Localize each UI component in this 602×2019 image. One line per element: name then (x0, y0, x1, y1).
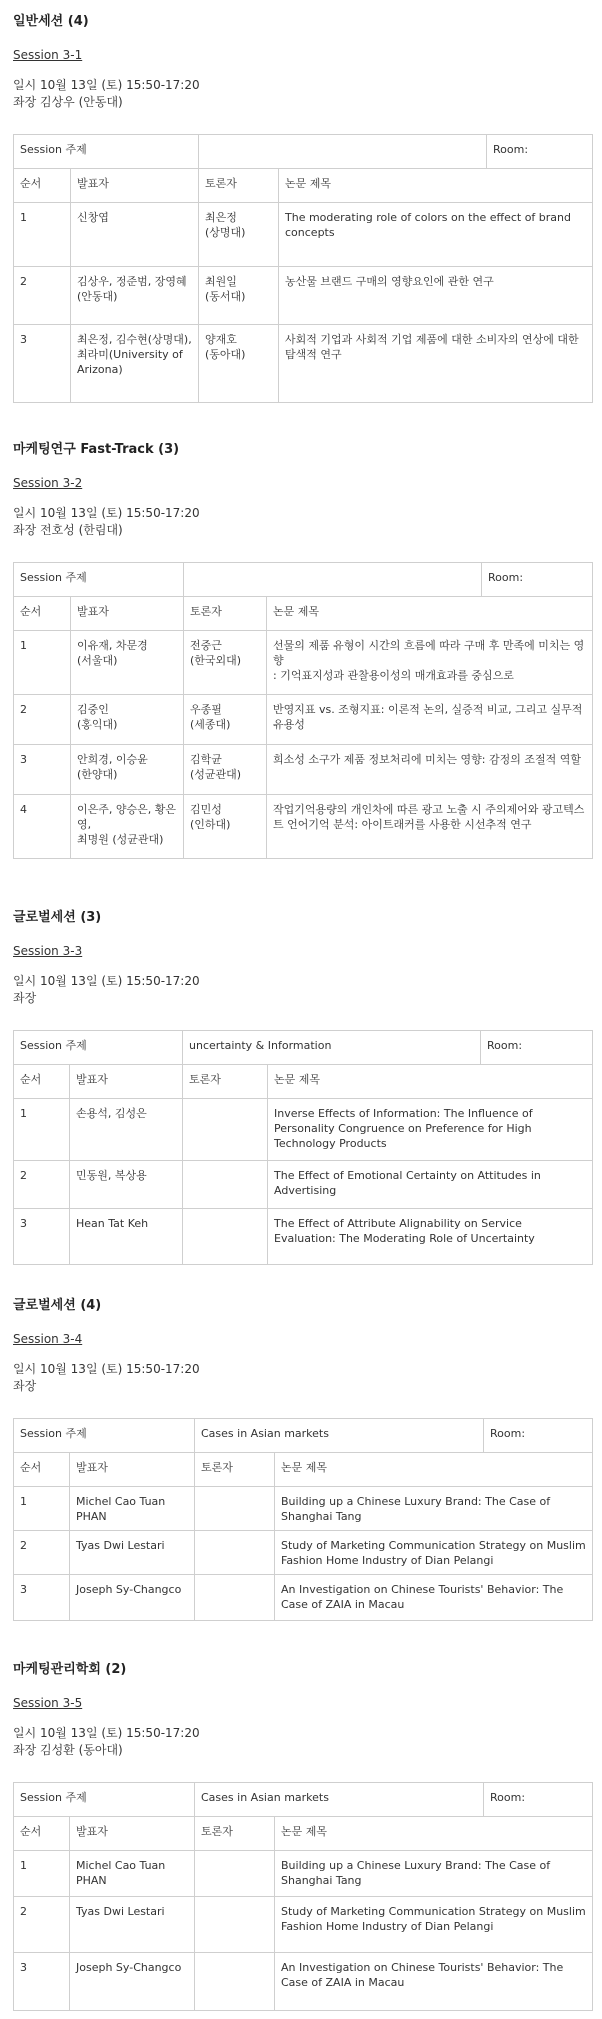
row-discussant (195, 1851, 275, 1897)
row-order: 3 (14, 1953, 70, 2011)
section-title: 글로벌세션 (3) (13, 910, 102, 925)
topic-value: uncertainty & Information (183, 1031, 481, 1065)
section-title: 마케팅연구 Fast-Track (3) (13, 442, 180, 457)
row-discussant: 우종필 (세종대) (184, 695, 267, 745)
row-discussant (183, 1161, 268, 1209)
col-presenter: 발표자 (71, 169, 199, 203)
col-presenter: 발표자 (70, 1453, 195, 1487)
row-discussant (195, 1487, 275, 1531)
topic-row (14, 1783, 593, 1817)
col-order: 순서 (14, 169, 71, 203)
session-link[interactable]: Session 3-2 (13, 476, 83, 490)
row-order: 1 (14, 631, 71, 695)
session-table (13, 1782, 593, 2011)
topic-value (199, 135, 487, 169)
room-label: Room: (482, 563, 593, 597)
table-row (14, 1209, 593, 1265)
session-time: 일시 10월 13일 (토) 15:50-17:20 (13, 1362, 200, 1376)
row-discussant (195, 1897, 275, 1953)
session-chair: 좌장 전호성 (한림대) (13, 523, 123, 537)
topic-label: Session 주제 (14, 563, 184, 597)
row-presenter: Joseph Sy-Changco (70, 1953, 195, 2011)
row-paper: 농산물 브랜드 구매의 영향요인에 관한 연구 (279, 267, 593, 325)
session-time: 일시 10월 13일 (토) 15:50-17:20 (13, 506, 200, 520)
row-paper: An Investigation on Chinese Tourists' Behavior: The Case of ZAIA in Macau (275, 1575, 593, 1621)
session-link[interactable]: Session 3-1 (13, 48, 83, 62)
session-link[interactable]: Session 3-5 (13, 1696, 83, 1710)
topic-label: Session 주제 (14, 1783, 195, 1817)
row-presenter: 김상우, 정준범, 장영혜 (안동대) (71, 267, 199, 325)
table-row (14, 795, 593, 859)
col-paper: 논문 제목 (268, 1065, 593, 1099)
table-row (14, 695, 593, 745)
session-block (13, 1660, 593, 1759)
row-paper: 사회적 기업과 사회적 기업 제품에 대한 소비자의 연상에 대한 탐색적 연구 (279, 325, 593, 403)
row-order: 3 (14, 1575, 70, 1621)
row-discussant (195, 1953, 275, 2011)
row-order: 3 (14, 1209, 70, 1265)
topic-label: Session 주제 (14, 1419, 195, 1453)
col-paper: 논문 제목 (275, 1453, 593, 1487)
row-presenter: Joseph Sy-Changco (70, 1575, 195, 1621)
session-time: 일시 10월 13일 (토) 15:50-17:20 (13, 1726, 200, 1740)
table-row (14, 1487, 593, 1531)
row-presenter: 손용석, 김성은 (70, 1099, 183, 1161)
table-row (14, 1575, 593, 1621)
room-label: Room: (481, 1031, 593, 1065)
col-presenter: 발표자 (71, 597, 184, 631)
topic-row (14, 563, 593, 597)
section-title: 일반세션 (4) (13, 14, 89, 29)
row-discussant (183, 1209, 268, 1265)
table-row (14, 1531, 593, 1575)
session-block (13, 908, 593, 1007)
row-paper: Building up a Chinese Luxury Brand: The Case of Shanghai Tang (275, 1487, 593, 1531)
row-paper: The moderating role of colors on the effect of brand concepts (279, 203, 593, 267)
topic-row (14, 135, 593, 169)
row-paper: 선물의 제품 유형이 시간의 흐름에 따라 구매 후 만족에 미치는 영향 : 기억표지성과 관찰용이성의 매개효과를 중심으로 (267, 631, 593, 695)
table-row (14, 1161, 593, 1209)
session-chair: 좌장 (13, 991, 37, 1005)
section-title: 마케팅관리학회 (2) (13, 1662, 127, 1677)
row-order: 2 (14, 1897, 70, 1953)
session-table (13, 562, 593, 859)
topic-value: Cases in Asian markets (195, 1419, 484, 1453)
room-label: Room: (484, 1783, 593, 1817)
table-row (14, 203, 593, 267)
row-discussant: 최원일 (동서대) (199, 267, 279, 325)
row-presenter: 이유재, 차문경 (서울대) (71, 631, 184, 695)
section-title: 글로벌세션 (4) (13, 1298, 102, 1313)
row-paper: The Effect of Emotional Certainty on Attitudes in Advertising (268, 1161, 593, 1209)
row-order: 3 (14, 325, 71, 403)
topic-label: Session 주제 (14, 135, 199, 169)
session-time: 일시 10월 13일 (토) 15:50-17:20 (13, 78, 200, 92)
session-chair: 좌장 (13, 1379, 37, 1393)
row-presenter: Tyas Dwi Lestari (70, 1531, 195, 1575)
row-paper: Inverse Effects of Information: The Influence of Personality Congruence on Preference for High Technology Products (268, 1099, 593, 1161)
col-paper: 논문 제목 (267, 597, 593, 631)
row-discussant (195, 1531, 275, 1575)
col-order: 순서 (14, 1453, 70, 1487)
col-paper: 논문 제목 (279, 169, 593, 203)
col-presenter: 발표자 (70, 1065, 183, 1099)
row-presenter: Michel Cao Tuan PHAN (70, 1851, 195, 1897)
row-presenter: 이은주, 양승은, 황은영, 최명원 (성균관대) (71, 795, 184, 859)
row-order: 4 (14, 795, 71, 859)
column-header-row (14, 597, 593, 631)
table-row (14, 325, 593, 403)
session-chair: 좌장 김상우 (안동대) (13, 95, 123, 109)
row-presenter: 신창엽 (71, 203, 199, 267)
row-order: 1 (14, 1851, 70, 1897)
column-header-row (14, 1453, 593, 1487)
session-chair: 좌장 김성환 (동아대) (13, 1743, 123, 1757)
topic-label: Session 주제 (14, 1031, 183, 1065)
row-order: 2 (14, 267, 71, 325)
session-link[interactable]: Session 3-3 (13, 944, 83, 958)
col-order: 순서 (14, 597, 71, 631)
table-row (14, 1897, 593, 1953)
row-order: 1 (14, 1099, 70, 1161)
col-order: 순서 (14, 1817, 70, 1851)
col-presenter: 발표자 (70, 1817, 195, 1851)
row-order: 3 (14, 745, 71, 795)
session-block (13, 12, 593, 111)
row-order: 1 (14, 1487, 70, 1531)
row-discussant (183, 1099, 268, 1161)
col-discussant: 토론자 (195, 1817, 275, 1851)
session-table (13, 1418, 593, 1621)
col-paper: 논문 제목 (275, 1817, 593, 1851)
table-row (14, 1953, 593, 2011)
topic-row (14, 1031, 593, 1065)
col-discussant: 토론자 (195, 1453, 275, 1487)
column-header-row (14, 169, 593, 203)
row-paper: An Investigation on Chinese Tourists' Behavior: The Case of ZAIA in Macau (275, 1953, 593, 2011)
session-link[interactable]: Session 3-4 (13, 1332, 83, 1346)
col-order: 순서 (14, 1065, 70, 1099)
room-label: Room: (484, 1419, 593, 1453)
col-discussant: 토론자 (184, 597, 267, 631)
session-block (13, 440, 593, 539)
row-order: 2 (14, 1531, 70, 1575)
session-table (13, 1030, 593, 1265)
row-presenter: Hean Tat Keh (70, 1209, 183, 1265)
row-paper: Study of Marketing Communication Strategy on Muslim Fashion Home Industry of Dian Pelangi (275, 1897, 593, 1953)
row-discussant: 최은정 (상명대) (199, 203, 279, 267)
col-discussant: 토론자 (183, 1065, 268, 1099)
row-order: 1 (14, 203, 71, 267)
row-paper: 반영지표 vs. 조형지표: 이론적 논의, 실증적 비교, 그리고 실무적 유용성 (267, 695, 593, 745)
row-order: 2 (14, 1161, 70, 1209)
row-paper: 작업기억용량의 개인차에 따른 광고 노출 시 주의제어와 광고텍스트 언어기억 분석: 아이트래커를 사용한 시선추적 연구 (267, 795, 593, 859)
room-label: Room: (487, 135, 593, 169)
row-order: 2 (14, 695, 71, 745)
session-time: 일시 10월 13일 (토) 15:50-17:20 (13, 974, 200, 988)
row-discussant: 전중근 (한국외대) (184, 631, 267, 695)
column-header-row (14, 1065, 593, 1099)
column-header-row (14, 1817, 593, 1851)
row-discussant: 김학균 (성균관대) (184, 745, 267, 795)
session-table (13, 134, 593, 403)
table-row (14, 267, 593, 325)
table-row (14, 1099, 593, 1161)
row-presenter: 안희경, 이승윤 (한양대) (71, 745, 184, 795)
col-discussant: 토론자 (199, 169, 279, 203)
row-presenter: 민동원, 복상용 (70, 1161, 183, 1209)
row-paper: The Effect of Attribute Alignability on Service Evaluation: The Moderating Role of Uncertainty (268, 1209, 593, 1265)
row-discussant: 양재호 (동아대) (199, 325, 279, 403)
topic-value (184, 563, 482, 597)
topic-row (14, 1419, 593, 1453)
session-block (13, 1296, 593, 1395)
topic-value: Cases in Asian markets (195, 1783, 484, 1817)
row-presenter: 김중인 (홍익대) (71, 695, 184, 745)
table-row (14, 631, 593, 695)
row-discussant (195, 1575, 275, 1621)
row-discussant: 김민성 (인하대) (184, 795, 267, 859)
table-row (14, 745, 593, 795)
row-presenter: Tyas Dwi Lestari (70, 1897, 195, 1953)
row-paper: 희소성 소구가 제품 정보처리에 미치는 영향: 감정의 조절적 역할 (267, 745, 593, 795)
row-presenter: Michel Cao Tuan PHAN (70, 1487, 195, 1531)
row-paper: Study of Marketing Communication Strategy on Muslim Fashion Home Industry of Dian Pelangi (275, 1531, 593, 1575)
row-paper: Building up a Chinese Luxury Brand: The Case of Shanghai Tang (275, 1851, 593, 1897)
table-row (14, 1851, 593, 1897)
row-presenter: 최은정, 김수현(상명대), 최라미(University of Arizona) (71, 325, 199, 403)
